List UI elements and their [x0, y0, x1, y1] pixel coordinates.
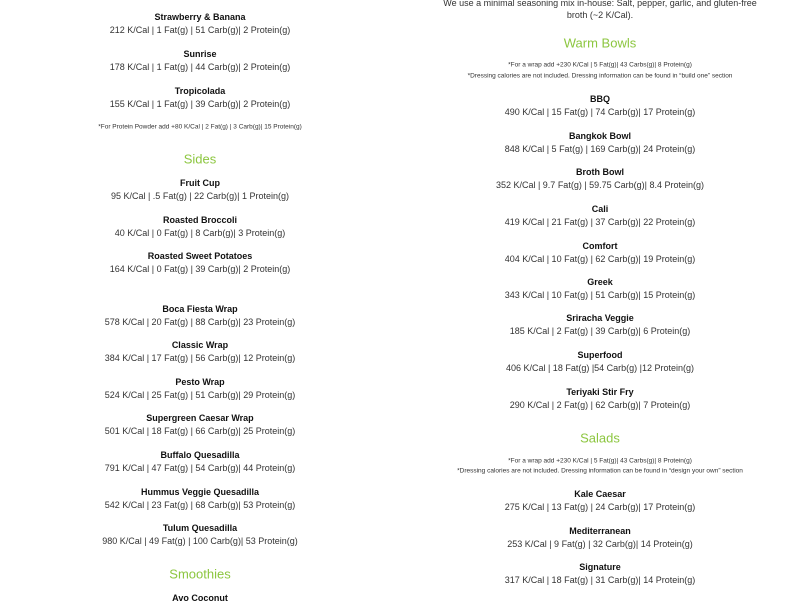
menu-item-name: Comfort	[582, 241, 618, 251]
seasoning-intro: We use a minimal seasoning mix in-house: Salt, pepper, garlic, and gluten-free	[443, 0, 757, 8]
dressing-note: *Dressing calories are not included. Dressing information can be found in “build one” section	[467, 72, 733, 80]
menu-item-nutrition: 253 K/Cal | 9 Fat(g) | 32 Carb(g)| 14 Protein(g)	[507, 538, 693, 549]
menu-item-name: Superfood	[577, 350, 623, 360]
menu-item-nutrition: 290 K/Cal | 2 Fat(g) | 62 Carb(g)| 7 Protein(g)	[509, 399, 691, 410]
menu-item-nutrition: 501 K/Cal | 18 Fat(g) | 66 Carb(g)| 25 Protein(g)	[104, 425, 296, 436]
seasoning-intro: broth (~2 K/Cal).	[566, 10, 634, 20]
menu-item-nutrition: 185 K/Cal | 2 Fat(g) | 39 Carb(g)| 6 Protein(g)	[509, 325, 691, 336]
menu-item-name: Mediterranean	[569, 526, 631, 536]
menu-item-name: Cali	[591, 204, 609, 214]
wrap-note: *For a wrap add +230 K/Cal | 5 Fat(g)| 43 Carbs(g)| 8 Protein(g)	[508, 457, 692, 465]
menu-item-nutrition: 275 K/Cal | 13 Fat(g) | 24 Carb(g)| 17 Protein(g)	[504, 501, 696, 512]
section-title-warm-bowls: Warm Bowls	[563, 35, 637, 51]
menu-item-nutrition: 343 K/Cal | 10 Fat(g) | 51 Carb(g)| 15 Protein(g)	[504, 289, 696, 300]
section-title-sides: Sides	[183, 151, 217, 167]
menu-item-name: Pesto Wrap	[175, 377, 225, 387]
menu-item-nutrition: 524 K/Cal | 25 Fat(g) | 51 Carb(g)| 29 Protein(g)	[104, 389, 296, 400]
menu-item-nutrition: 352 K/Cal | 9.7 Fat(g) | 59.75 Carb(g)| 8.4 Protein(g)	[495, 179, 705, 190]
menu-item-name: Roasted Broccoli	[162, 215, 238, 225]
menu-item-name: Kale Caesar	[574, 489, 626, 499]
menu-item-name: Fruit Cup	[180, 178, 220, 188]
menu-item-name: Strawberry & Banana	[154, 12, 246, 22]
menu-item-nutrition: 164 K/Cal | 0 Fat(g) | 39 Carb(g)| 2 Protein(g)	[109, 263, 291, 274]
menu-item-name: Avo Coconut	[172, 593, 228, 603]
menu-item-nutrition: 155 K/Cal | 1 Fat(g) | 39 Carb(g)| 2 Protein(g)	[109, 98, 291, 109]
menu-item-name: Teriyaki Stir Fry	[566, 387, 634, 397]
menu-item-name: Signature	[579, 562, 621, 572]
menu-item-nutrition: 791 K/Cal | 47 Fat(g) | 54 Carb(g)| 44 Protein(g)	[104, 462, 296, 473]
menu-item-name: Tulum Quesadilla	[162, 523, 238, 533]
section-title-salads: Salads	[580, 430, 620, 446]
protein-powder-note: *For Protein Powder add +80 K/Cal | 2 Fat(g) | 3 Carb(g)| 15 Protein(g)	[98, 123, 302, 131]
menu-item-nutrition: 404 K/Cal | 10 Fat(g) | 62 Carb(g)| 19 Protein(g)	[504, 253, 696, 264]
dressing-note: *Dressing calories are not included. Dressing information can be found in “design your own” section	[457, 467, 743, 475]
menu-item-name: Sriracha Veggie	[566, 313, 634, 323]
menu-item-name: Hummus Veggie Quesadilla	[140, 487, 260, 497]
menu-item-nutrition: 406 K/Cal | 18 Fat(g) |54 Carb(g) |12 Protein(g)	[505, 362, 695, 373]
menu-item-name: Bangkok Bowl	[568, 131, 632, 141]
menu-item-name: Sunrise	[183, 49, 217, 59]
menu-item-nutrition: 178 K/Cal | 1 Fat(g) | 44 Carb(g)| 2 Protein(g)	[109, 61, 291, 72]
menu-item-name: BBQ	[590, 94, 610, 104]
menu-item-nutrition: 419 K/Cal | 21 Fat(g) | 37 Carb(g)| 22 Protein(g)	[504, 216, 696, 227]
menu-item-nutrition: 95 K/Cal | .5 Fat(g) | 22 Carb(g)| 1 Protein(g)	[110, 190, 290, 201]
menu-item-nutrition: 384 K/Cal | 17 Fat(g) | 56 Carb(g)| 12 Protein(g)	[104, 352, 296, 363]
section-title-smoothies: Smoothies	[169, 566, 231, 582]
menu-item-nutrition: 980 K/Cal | 49 Fat(g) | 100 Carb(g)| 53 Protein(g)	[102, 535, 298, 546]
menu-item-name: Broth Bowl	[576, 167, 624, 177]
menu-item-name: Tropicolada	[174, 86, 226, 96]
menu-item-name: Roasted Sweet Potatoes	[147, 251, 253, 261]
menu-item-nutrition: 212 K/Cal | 1 Fat(g) | 51 Carb(g)| 2 Protein(g)	[109, 24, 291, 35]
menu-item-nutrition: 317 K/Cal | 18 Fat(g) | 31 Carb(g)| 14 Protein(g)	[504, 574, 696, 585]
menu-item-nutrition: 542 K/Cal | 23 Fat(g) | 68 Carb(g)| 53 Protein(g)	[104, 499, 296, 510]
menu-item-nutrition: 40 K/Cal | 0 Fat(g) | 8 Carb(g)| 3 Protein(g)	[114, 227, 286, 238]
menu-item-nutrition: 490 K/Cal | 15 Fat(g) | 74 Carb(g)| 17 Protein(g)	[504, 106, 696, 117]
menu-item-name: Supergreen Caesar Wrap	[146, 413, 254, 423]
menu-item-nutrition: 578 K/Cal | 20 Fat(g) | 88 Carb(g)| 23 Protein(g)	[104, 316, 296, 327]
menu-item-name: Classic Wrap	[171, 340, 229, 350]
wrap-note: *For a wrap add +230 K/Cal | 5 Fat(g)| 43 Carbs(g)| 8 Protein(g)	[508, 61, 692, 69]
menu-item-nutrition: 848 K/Cal | 5 Fat(g) | 169 Carb(g)| 24 Protein(g)	[504, 143, 696, 154]
menu-item-name: Buffalo Quesadilla	[160, 450, 240, 460]
menu-item-name: Boca Fiesta Wrap	[162, 304, 238, 314]
menu-item-name: Greek	[587, 277, 613, 287]
